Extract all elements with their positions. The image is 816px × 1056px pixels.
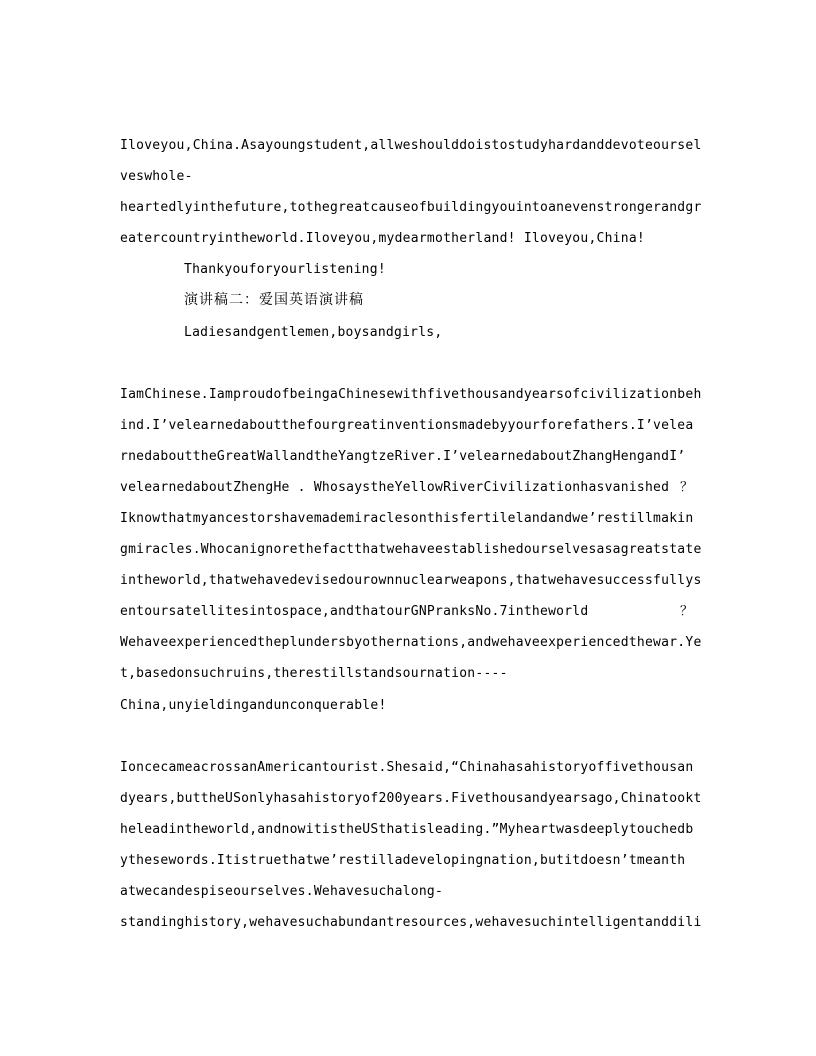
salutation-line: Ladiesandgentlemen,boysandgirls, [184, 325, 443, 340]
text-line: Iloveyou,China.Asayoungstudent,allweshoulddoistostudyhardanddevoteoursel [120, 138, 702, 153]
text-line: velearnedaboutZhengHe . WhosaystheYellowRiverCivilizationhasvanished [120, 480, 670, 495]
text-line: heartedlyinthefuture,tothegreatcauseofbuildingyouintoanevenstrongerandgr [120, 200, 702, 215]
text-line: atwecandespiseourselves.Wehavesuchalong- [120, 884, 444, 899]
closing-line: Thankyouforyourlistening! [184, 262, 386, 277]
question-mark: ？ [680, 480, 694, 495]
text-line: standinghistory,wehavesuchabundantresources,wehavesuchintelligentanddili [120, 915, 702, 930]
text-line: IamChinese.IamproudofbeingaChinesewithfivethousandyearsofcivilizationbeh [120, 387, 702, 402]
section-heading: 演讲稿二：爱国英语演讲稿 [184, 292, 364, 308]
text-line: heleadintheworld,andnowitistheUSthatisleading.”Myheartwasdeeplytouchedb [120, 822, 694, 837]
text-line: veswhole- [120, 169, 193, 184]
text-line: eatercountryintheworld.Iloveyou,mydearmotherland! Iloveyou,China! [120, 231, 645, 246]
text-line: Wehaveexperiencedtheplundersbyothernations,andwehaveexperiencedthewar.Ye [120, 635, 702, 650]
text-line: dyears,buttheUSonlyhasahistoryof200years.Fivethousandyearsago,Chinatookt [120, 791, 702, 806]
text-line: ind.I’velearnedaboutthefourgreatinventionsmadebyyourforefathers.I’velea [120, 418, 694, 433]
question-mark: ？ [680, 604, 694, 619]
text-line: intheworld,thatwehavedevisedourownnuclearweapons,thatwehavesuccessfullys [120, 573, 702, 588]
text-line: t,basedonsuchruins,therestillstandsournation---- [120, 666, 508, 681]
text-line: rnedabouttheGreatWallandtheYangtzeRiver.I’velearnedaboutZhangHengandI’ [120, 449, 686, 464]
text-line: gmiracles.Whocanignorethefactthatwehaveestablishedourselvesasagreatstate [120, 542, 702, 557]
text-line: Iknowthatmyancestorshavemademiraclesonthisfertilelandandwe’restillmakin [120, 511, 694, 526]
text-line: entoursatellitesintospace,andthatourGNPranksNo.7intheworld [120, 604, 589, 619]
text-line: IoncecameacrossanAmericantourist.Shesaid,“Chinahasahistoryoffivethousan [120, 760, 694, 775]
text-line: ythesewords.Itistruethatwe’restilladevelopingnation,butitdoesn’tmeanth [120, 853, 686, 868]
text-line: China,unyieldingandunconquerable! [120, 698, 387, 713]
